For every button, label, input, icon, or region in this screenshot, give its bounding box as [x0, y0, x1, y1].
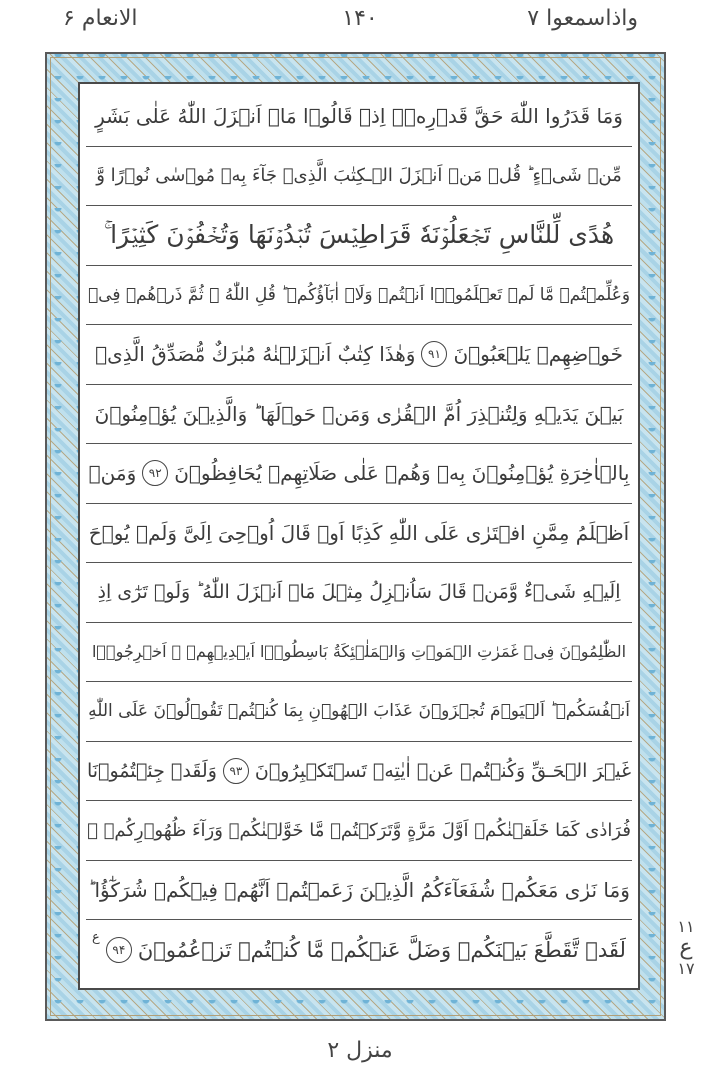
verse-line	[86, 801, 632, 861]
verse-text: هُدًى لِّلنَّاسِ تَجۡعَلُوۡنَهٗ قَرَاطِيۡسَ تُبۡدُوۡنَهَا وَتُخۡفُوۡنَ كَثِيۡرًا ۚ	[103, 220, 615, 250]
ayah-number-marker: ۹۱	[421, 341, 447, 367]
verse-text: اَظۡلَمُ مِمَّنِ افۡتَرٰى عَلَى اللّٰهِ كَذِبًا اَوۡ قَالَ اُوۡحِىَ اِلَىَّ وَلَمۡ يُوۡحَ	[88, 520, 630, 545]
verse-text: وَمَا قَدَرُوا اللّٰهَ حَقَّ قَدۡرِهٖۤ اِذۡ قَالُوۡا مَاۤ اَنۡزَلَ اللّٰهُ عَلٰى بَشَرٍ	[95, 104, 623, 129]
verse-line	[86, 504, 632, 564]
verse-lines	[80, 87, 638, 980]
text-panel	[78, 82, 640, 990]
ayah-number-marker: ۹۲	[142, 460, 168, 486]
verse-line	[86, 861, 632, 921]
verse-line	[86, 563, 632, 623]
ruku-end-mark: ع	[92, 930, 100, 945]
verse-text: لَقَدۡ تَّقَطَّعَ بَيۡنَكُمۡ وَضَلَّ عَنۡكُمۡ مَّا كُنۡتُمۡ تَزۡعُمُوۡنَ	[137, 937, 626, 962]
verse-text: فُرَادٰى كَمَا خَلَقۡنٰكُمۡ اَوَّلَ مَرَّةٍ وَّتَرَكۡتُمۡ مَّا خَوَّلۡنٰكُمۡ وَرَآءَ ظُهُوۡرِكُمۡ ۚ	[87, 819, 631, 841]
verse-text: الظّٰلِمُوۡنَ فِىۡ غَمَرٰتِ الۡمَوۡتِ وَالۡمَلٰۤئِكَةُ بَاسِطُوۡۤا اَيۡدِيۡهِمۡ ۚ اَخۡرِجُوۡۤا	[91, 642, 627, 662]
page-number: ۱۴۰	[342, 6, 378, 31]
verse-text: خَوۡضِهِمۡ يَلۡعَبُوۡنَ	[453, 342, 623, 367]
verse-text: اَنۡفُسَكُمۡ ؕ اَلۡيَوۡمَ تُجۡزَوۡنَ عَذَابَ الۡهُوۡنِ بِمَا كُنۡتُمۡ تَقُوۡلُوۡنَ عَلَى اللّٰهِ	[88, 701, 630, 722]
verse-line	[86, 444, 632, 504]
ruku-count-bottom: ۱۷	[677, 959, 695, 978]
verse-text: مِّنۡ شَىۡءٍ ؕ قُلۡ مَنۡ اَنۡزَلَ الۡـكِتٰبَ الَّذِىۡ جَآءَ بِهٖ مُوۡسٰى نُوۡرًا وَّ	[96, 165, 622, 187]
verse-line	[86, 147, 632, 207]
ruku-count-top: ۱۱	[677, 917, 695, 936]
verse-line	[86, 742, 632, 802]
juz-name: واذاسمعوا ۷	[527, 6, 638, 31]
verse-line	[86, 385, 632, 445]
manzil-label: منزل ۲	[327, 1038, 393, 1063]
verse-line	[86, 623, 632, 683]
verse-text: بِالۡاٰخِرَةِ يُؤۡمِنُوۡنَ بِهٖ وَهُمۡ عَلٰى صَلَاتِهِمۡ يُحَافِظُوۡنَ	[174, 461, 630, 486]
verse-line	[86, 920, 632, 980]
surah-name: الانعام ۶	[63, 6, 138, 31]
verse-text-continued: وَمَنۡ	[88, 461, 137, 486]
ayah-number-marker: ۹۳	[223, 758, 249, 784]
verse-text: اِلَيۡهِ شَىۡءٌ وَّمَنۡ قَالَ سَاُنۡزِلُ مِثۡلَ مَاۤ اَنۡزَلَ اللّٰهُ ؕ وَلَوۡ تَرٰٓى اِذِ	[97, 581, 621, 604]
verse-line	[86, 266, 632, 326]
verse-text: بَيۡنَ يَدَيۡهِ وَلِتُنۡذِرَ اُمَّ الۡقُرٰى وَمَنۡ حَوۡلَهَا ؕ وَالَّذِيۡنَ يُؤۡمِنُوۡنَ	[94, 401, 624, 426]
verse-line	[86, 682, 632, 742]
ruku-glyph: ع	[679, 935, 693, 960]
verse-text: وَمَا نَرٰى مَعَكُمۡ شُفَعَآءَكُمُ الَّذِيۡنَ زَعَمۡتُمۡ اَنَّهُمۡ فِيۡكُمۡ شُرَكٰٓؤُا ؕ	[88, 877, 630, 902]
verse-text: وَعُلِّمۡتُمۡ مَّا لَمۡ تَعۡلَمُوۡۤا اَنۡتُمۡ وَلَاۤ اٰبَآؤُكُمۡ ؕ قُلِ اللّٰهُ ۙ ثُمَّ ذَرۡهُمۡ فِىۡ	[87, 284, 631, 305]
verse-text: غَيۡرَ الۡحَـقِّ وَكُنۡتُمۡ عَنۡ اٰيٰتِهٖ تَسۡتَكۡبِرُوۡنَ	[254, 759, 632, 782]
verse-line	[86, 87, 632, 147]
verse-text-continued: وَلَقَدۡ جِئۡتُمُوۡنَا	[86, 759, 217, 782]
ayah-number-marker: ۹۴	[106, 937, 132, 963]
verse-line	[86, 325, 632, 385]
ruku-margin-mark	[672, 918, 700, 978]
verse-text-continued: وَهٰذَا كِتٰبٌ اَنۡزَلۡنٰهُ مُبٰرَكٌ مُّصَدِّقُ الَّذِىۡ	[95, 342, 416, 367]
verse-line	[86, 206, 632, 266]
